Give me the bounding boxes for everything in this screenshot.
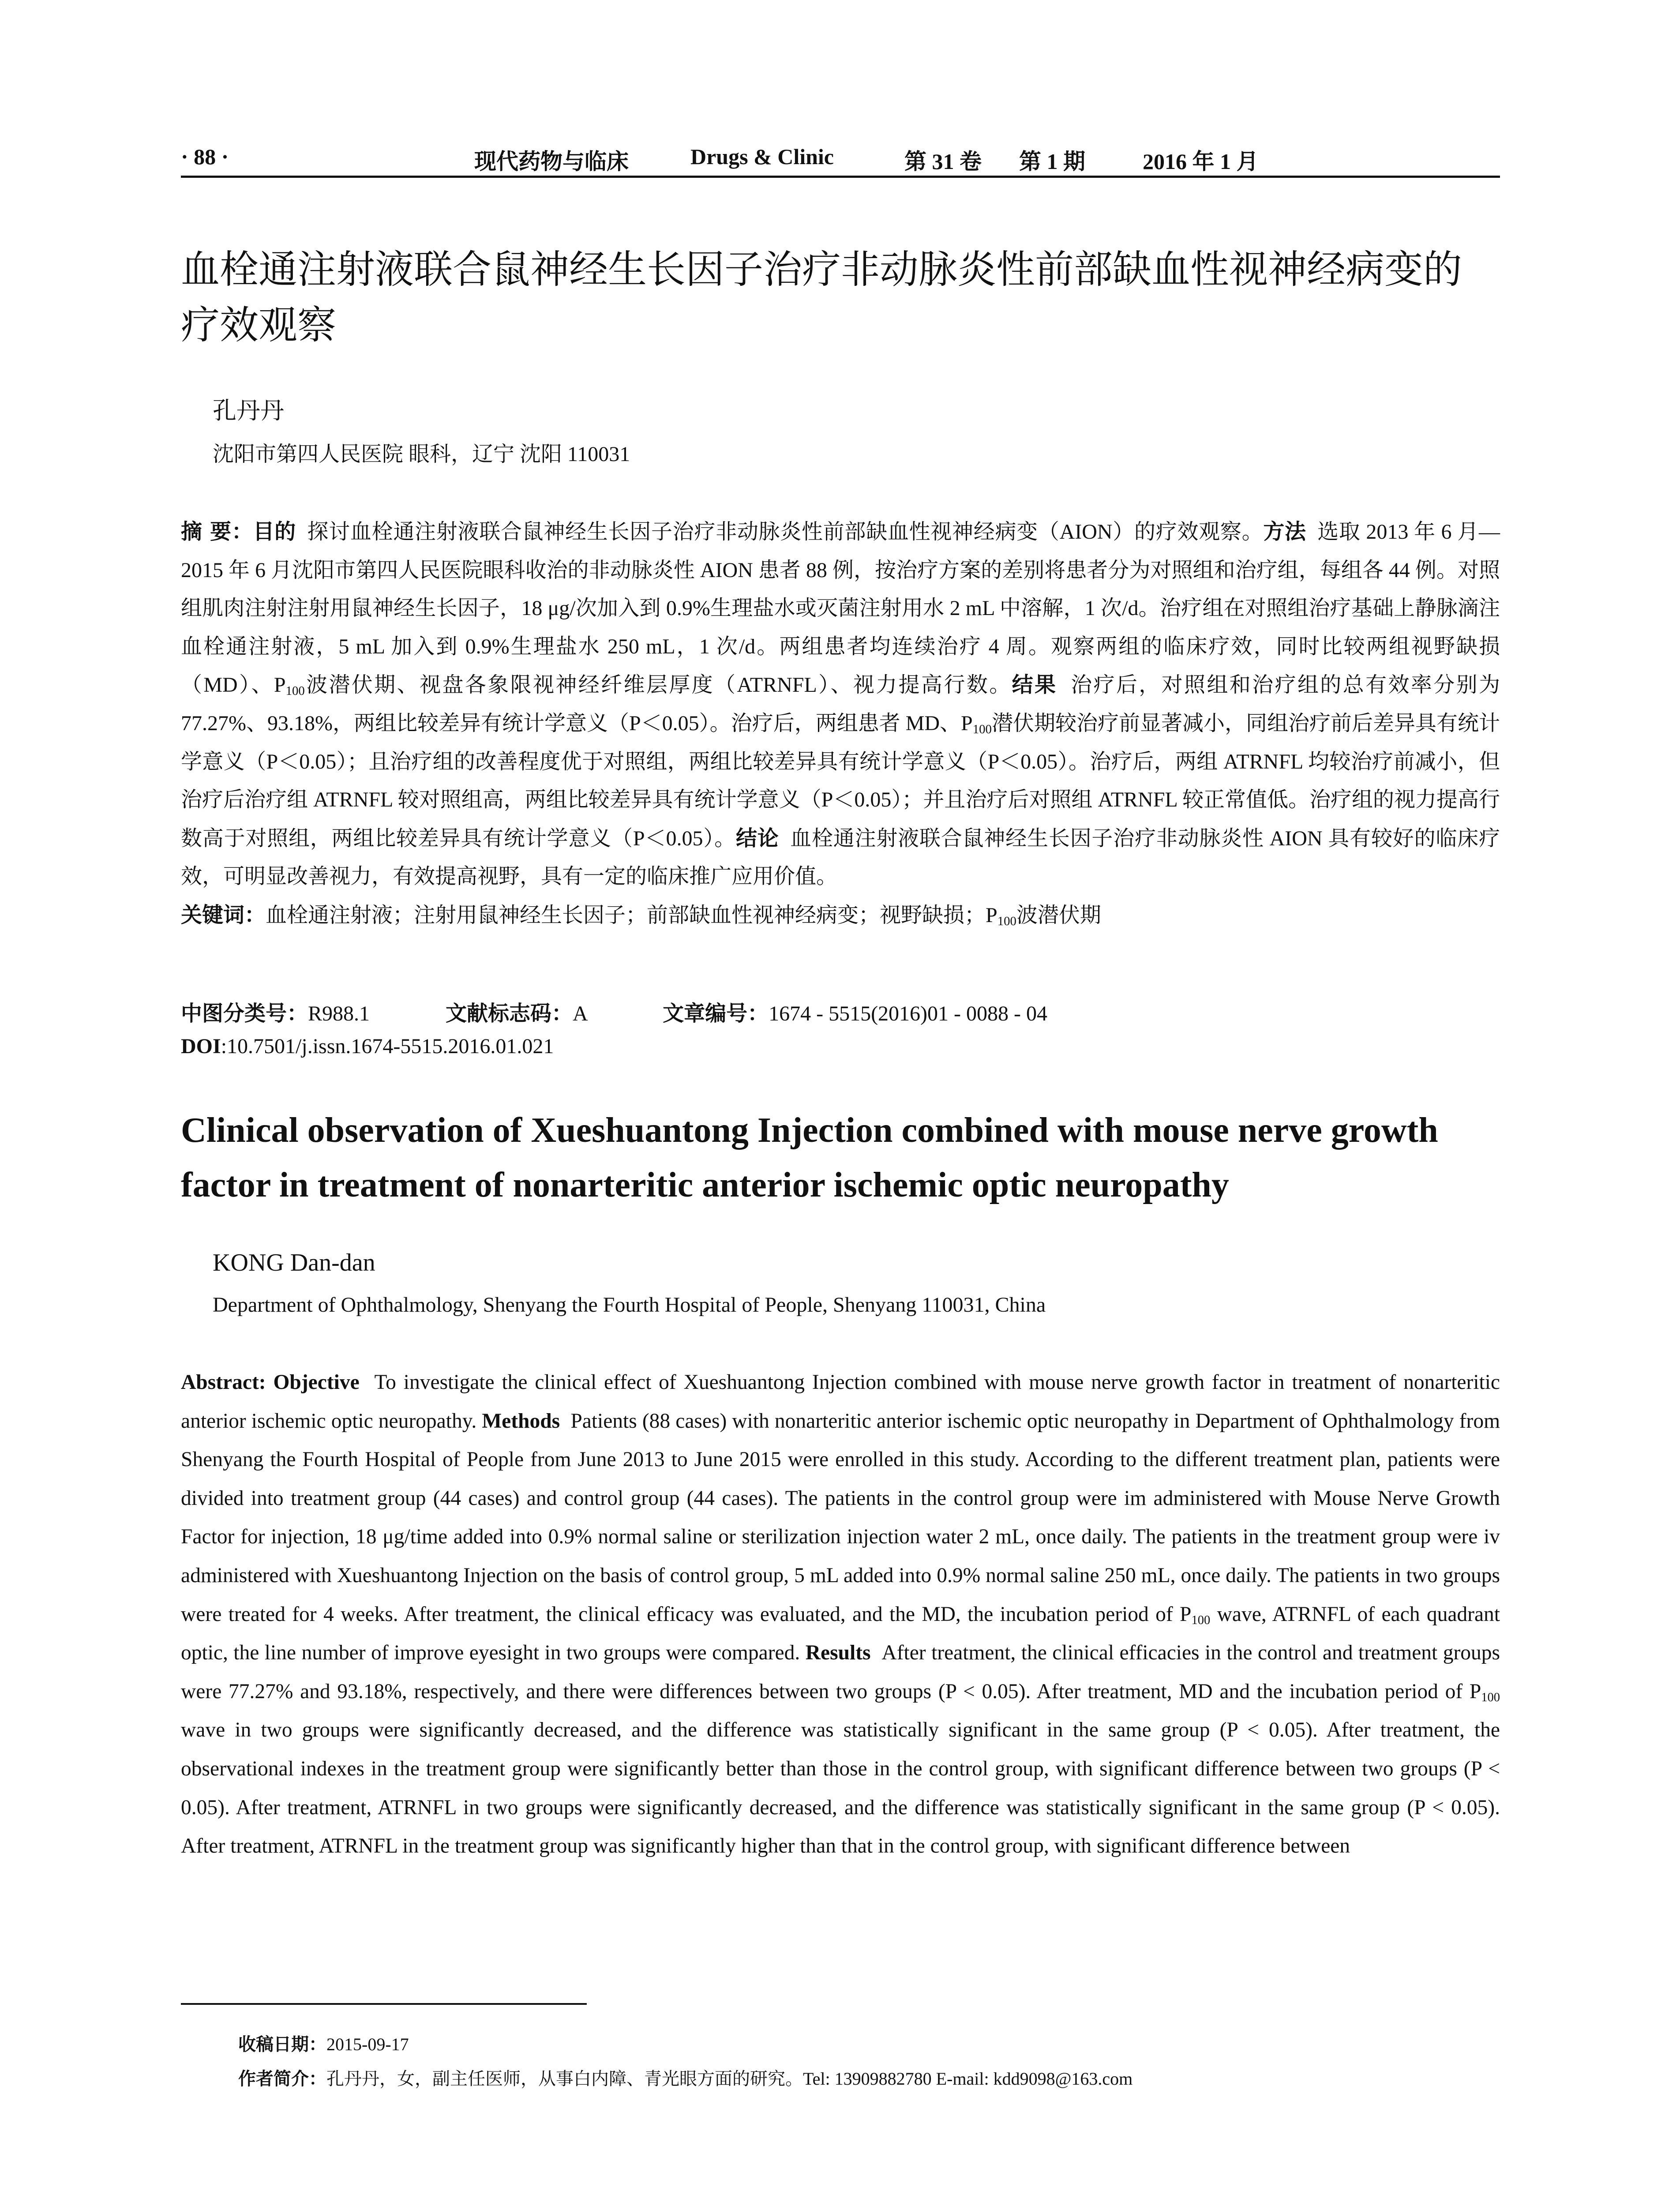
results-text-cn-cont: 潜伏期较治疗前显著减小，同组治疗前后差异具有统计学意义（P＜0.05）；且治疗组的改善程度优于对照组，两组比较差异具有统计学意义（P＜0.05）。治疗后，两组 ATRNFL 均较治疗前减小，但治疗后治疗组 ATRNFL 较对照组高，两组比较差异具有统计学意义（P＜0.05）；并且治疗后对照组 ATRNFL 较正常值低。治疗组的视力提高行数高于对照组，两组比较差异具有统计学意义（P＜0.05）。: [181, 711, 1500, 850]
classification-line: [181, 996, 1047, 1027]
page-number: · 88 ·: [181, 144, 229, 169]
running-header: [181, 140, 1500, 178]
methods-text-cn: 选取 2013 年 6 月—2015 年 6 月沈阳市第四人民医院眼科收治的非动脉炎性 AION 患者 88 例，按治疗方案的差别将患者分为对照组和治疗组，每组各 44 例。对照组肌肉注射注射用鼠神经生长因子，18 μg/次加入到 0.9%生理盐水或灭菌注射用水 2 mL 中溶解，1 次/d。治疗组在对照组治疗基础上静脉滴注血栓通注射液，5 mL 加入到 0.9%生理盐水 250 mL，1 次/d。两组患者均连续治疗 4 周。观察两组的临床疗效，同时比较两组视野缺损（MD）、P: [181, 520, 1500, 697]
methods-text-en-cont: wave, ATRNFL of each quadrant optic, the line number of improve eyesight in two groups were compared.: [181, 1602, 1500, 1665]
journal-name-en: Drugs & Clinic: [690, 144, 834, 169]
subscript-100: 100: [1191, 1613, 1211, 1627]
clc-value: R988.1: [308, 1002, 370, 1025]
subscript-100: 100: [997, 914, 1016, 929]
objective-label-en: Objective: [273, 1371, 360, 1394]
objective-text-cn: 探讨血栓通注射液联合鼠神经生长因子治疗非动脉炎性前部缺血性视神经病变（AION）的疗效观察。: [307, 520, 1264, 544]
title-en: Clinical observation of Xueshuantong Injection combined with mouse nerve growth factor in treatment of nonarteritic anterior ischemic optic neuropathy: [181, 1111, 1438, 1204]
results-text-en: After treatment, the clinical efficacies in the control and treatment groups were 77.27% and 93.18%, respectively, and there were differences between two groups (P < 0.05). After treatment, MD and the incubation period of P: [181, 1641, 1500, 1703]
objective-text-en: To investigate the clinical effect of Xueshuantong Injection combined with mouse nerve growth factor in treatment of nonarteritic anterior ischemic optic neuropathy.: [181, 1371, 1500, 1433]
doc-code-label: 文献标志码：: [446, 1001, 573, 1026]
author-cn: 孔丹丹: [213, 398, 284, 424]
received-date: [238, 2030, 409, 2056]
affiliation-cn: 沈阳市第四人民医院 眼科，辽宁 沈阳 110031: [213, 443, 630, 466]
subscript-100: 100: [285, 684, 305, 698]
keywords-label: 关键词：: [181, 902, 266, 927]
methods-label-en: Methods: [482, 1409, 560, 1433]
footnote-divider: [181, 2003, 587, 2005]
conclusion-text-cn: 血栓通注射液联合鼠神经生长因子治疗非动脉炎性 AION 具有较好的临床疗效，可明显改善视力，有效提高视野，具有一定的临床推广应用价值。: [181, 826, 1500, 889]
keywords-text: 血栓通注射液；注射用鼠神经生长因子；前部缺血性视神经病变；视野缺损；P: [266, 903, 998, 927]
abstract-en: [181, 1363, 1500, 1866]
issue-date: 2016 年 1 月: [1143, 149, 1259, 174]
results-text-en-cont: wave in two groups were significantly decreased, and the difference was statistically significant in the same group (P < 0.05). After treatment, the observational indexes in the treatment group were significantly better than those in the control group, with significant difference between two groups (P < 0.05). After treatment, ATRNFL in two groups were significantly decreased, and the difference was statistically significant in the same group (P < 0.05). After treatment, ATRNFL in the treatment group was significantly higher than that in the control group, with significant difference between: [181, 1718, 1500, 1858]
clc-label: 中图分类号：: [181, 1001, 308, 1026]
doi-line: [181, 1034, 554, 1058]
methods-text-cn-cont: 波潜伏期、视盘各象限视神经纤维层厚度（ATRNFL）、视力提高行数。: [304, 673, 1012, 697]
article-no-value: 1674 - 5515(2016)01 - 0088 - 04: [769, 1002, 1047, 1025]
author-en: KONG Dan-dan: [213, 1249, 375, 1276]
volume: 第 31 卷: [904, 149, 982, 174]
bio-label: 作者简介：: [238, 2069, 326, 2089]
subscript-100: 100: [972, 722, 992, 737]
abstract-label-cn: 摘 要：: [181, 519, 253, 544]
keywords-tail: 波潜伏期: [1016, 903, 1101, 927]
doi-value: :10.7501/j.issn.1674-5515.2016.01.021: [221, 1035, 554, 1058]
received-value: 2015-09-17: [326, 2034, 409, 2054]
results-text-cn: 治疗后，对照组和治疗组的总有效率分别为 77.27%、93.18%，两组比较差异有统计学意义（P＜0.05）。治疗后，两组患者 MD、P: [181, 673, 1500, 735]
doi-label: DOI: [181, 1035, 221, 1058]
subscript-100: 100: [1481, 1690, 1500, 1704]
title-cn: 血栓通注射液联合鼠神经生长因子治疗非动脉炎性前部缺血性视神经病变的疗效观察: [181, 247, 1462, 348]
issue: 第 1 期: [1019, 149, 1085, 174]
author-bio: [238, 2065, 1132, 2090]
bio-text: 孔丹丹，女，副主任医师，从事白内障、青光眼方面的研究。Tel: 13909882780 E-mail: kdd9098@163.com: [326, 2069, 1133, 2089]
methods-label-cn: 方法: [1263, 519, 1306, 544]
abstract-cn: [181, 513, 1500, 935]
methods-text-en: Patients (88 cases) with nonarteritic anterior ischemic optic neuropathy in Department of Ophthalmology from Shenyang the Fourth Hospital of People from June 2013 to June 2015 were enrolled in this study. According to the different treatment plan, patients were divided into treatment group (44 cases) and control group (44 cases). The patients in the control group were im administered with Mouse Nerve Growth Factor for injection, 18 μg/time added into 0.9% normal saline or sterilization injection water 2 mL, once daily. The patients in the treatment group were iv administered with Xueshuantong Injection on the basis of control group, 5 mL added into 0.9% normal saline 250 mL, once daily. The patients in two groups were treated for 4 weeks. After treatment, the clinical efficacy was evaluated, and the MD, the incubation period of P: [181, 1409, 1500, 1626]
conclusion-label-cn: 结论: [735, 825, 779, 851]
doc-code-value: A: [573, 1002, 587, 1025]
objective-label-cn: 目的: [253, 519, 296, 544]
results-label-cn: 结果: [1012, 672, 1058, 698]
article-no-label: 文章编号：: [663, 1001, 769, 1026]
abstract-label-en: Abstract:: [181, 1371, 266, 1394]
journal-name-cn: 现代药物与临床: [474, 149, 629, 174]
results-label-en: Results: [805, 1641, 871, 1665]
received-label: 收稿日期：: [238, 2034, 326, 2055]
affiliation-en: Department of Ophthalmology, Shenyang the Fourth Hospital of People, Shenyang 110031, China: [213, 1293, 1046, 1317]
